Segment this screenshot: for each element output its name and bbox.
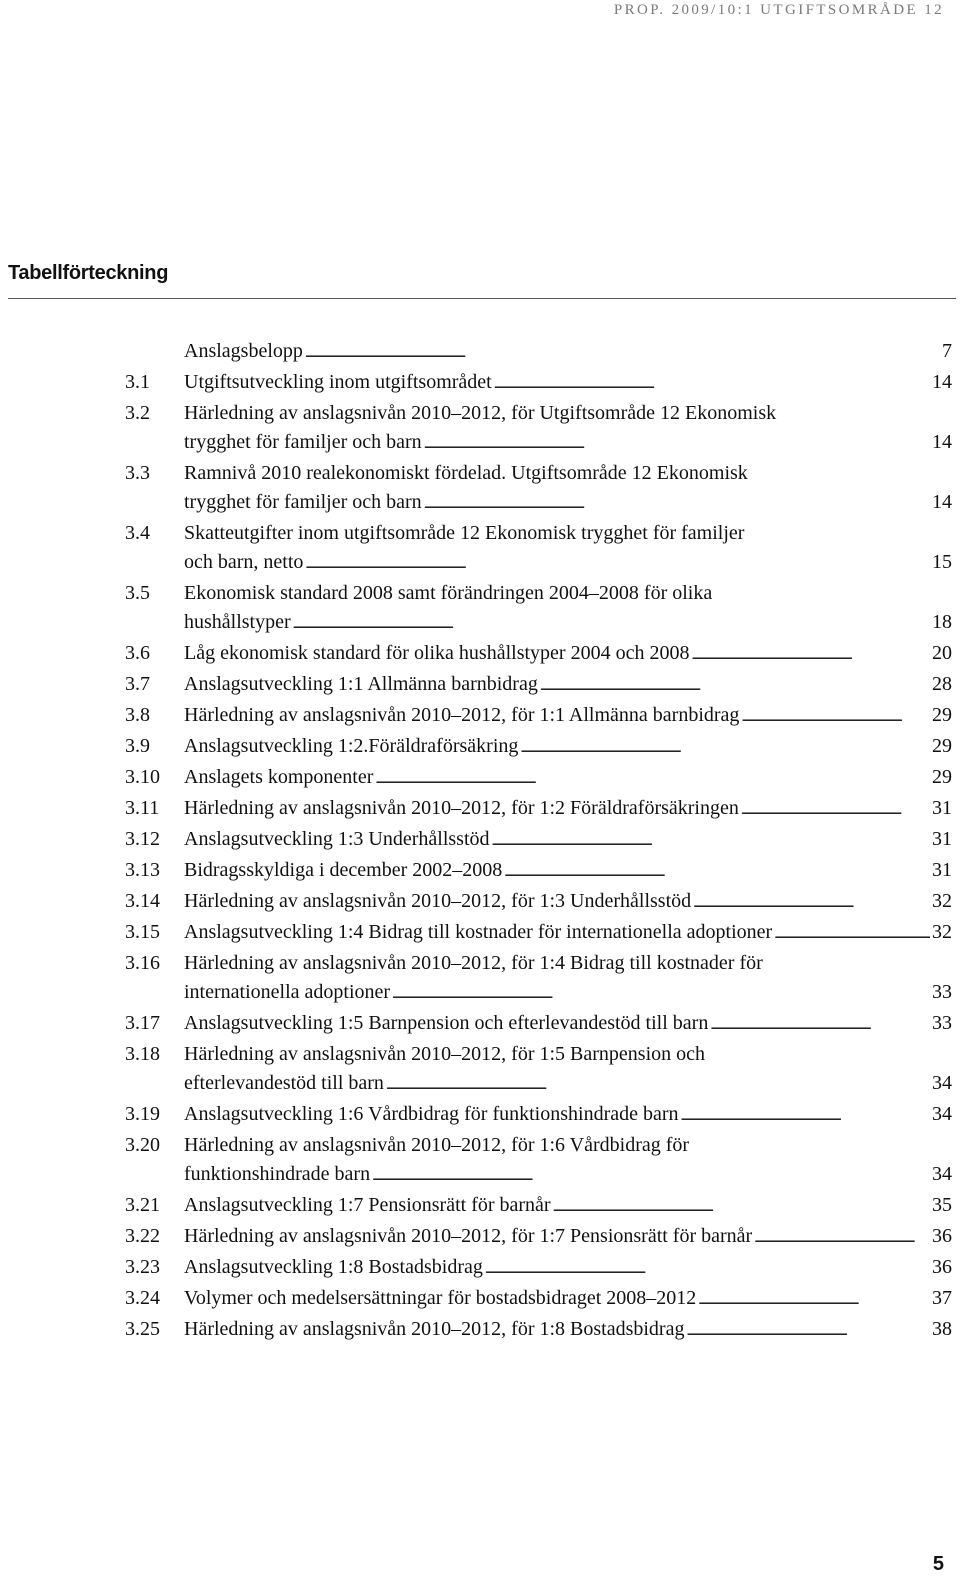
toc-entry-last-line xyxy=(184,701,952,732)
toc-entry-title-line: Härledning av anslagsnivån 2010–2012, för 1:7 Pensionsrätt för barnår xyxy=(184,1225,753,1247)
toc-entry-last-line xyxy=(184,548,952,579)
toc-entry-page: 14 xyxy=(932,491,952,513)
toc-entry-body xyxy=(184,1253,952,1284)
toc-entry-number: 3.19 xyxy=(125,1103,160,1125)
dot-leader xyxy=(424,428,930,459)
toc-entry-number: 3.18 xyxy=(125,1043,160,1065)
toc-entry-number: 3.7 xyxy=(125,673,150,695)
toc-entry-page: 14 xyxy=(932,431,952,453)
dot-leader xyxy=(504,856,930,887)
toc-entry-number: 3.9 xyxy=(125,735,150,757)
dot-leader xyxy=(485,1253,930,1284)
toc-entry-last-line xyxy=(184,918,952,949)
toc-entry-last-line xyxy=(184,1069,952,1100)
toc-entry-title-line: internationella adoptioner xyxy=(184,981,391,1003)
toc-entry-page: 20 xyxy=(932,642,952,664)
toc-entry-last-line xyxy=(184,794,952,825)
dot-leader xyxy=(305,548,930,579)
toc-entry-last-line xyxy=(184,1100,952,1131)
page-title: Tabellförteckning xyxy=(8,262,169,284)
toc-entry-number: 3.12 xyxy=(125,828,160,850)
dot-leader xyxy=(691,639,930,670)
toc-entry[interactable] xyxy=(125,1315,952,1346)
toc-entry-number: 3.11 xyxy=(125,797,160,819)
toc-entry[interactable] xyxy=(125,701,952,732)
toc-entry-body xyxy=(184,1315,952,1346)
toc-entry-last-line xyxy=(184,1191,952,1222)
dot-leader xyxy=(375,763,930,794)
toc-entry-number: 3.21 xyxy=(125,1194,160,1216)
dot-leader xyxy=(741,794,930,825)
toc-entry-last-line xyxy=(184,856,952,887)
toc-entry[interactable] xyxy=(125,1100,952,1131)
toc-entry-last-line xyxy=(184,1009,952,1040)
toc-entry-page: 32 xyxy=(932,890,952,912)
toc-entry-last-line xyxy=(184,428,952,459)
toc-entry-title-line: Anslagsutveckling 1:3 Underhållsstöd xyxy=(184,828,490,850)
toc-entry-title-line: Härledning av anslagsnivån 2010–2012, för Utgiftsområde 12 Ekonomisk xyxy=(184,402,777,424)
toc-entry-number: 3.15 xyxy=(125,921,160,943)
toc-entry-title-line: Bidragsskyldiga i december 2002–2008 xyxy=(184,859,503,881)
toc-entry-body xyxy=(184,519,952,579)
toc-entry-page: 14 xyxy=(932,371,952,393)
toc-entry-body xyxy=(184,949,952,1009)
toc-entry[interactable] xyxy=(125,1131,952,1191)
toc-entry-page: 33 xyxy=(932,981,952,1003)
toc-entry-last-line xyxy=(184,1222,952,1253)
dot-leader xyxy=(494,368,930,399)
toc-entry-title-line: Ekonomisk standard 2008 samt förändringen 2004–2008 för olika xyxy=(184,582,713,604)
toc-entry-title-line: Ramnivå 2010 realekonomiskt fördelad. Utgiftsområde 12 Ekonomisk xyxy=(184,462,748,484)
toc-entry-title-line: Anslagsutveckling 1:4 Bidrag till kostnader för internationella adoptioner xyxy=(184,921,773,943)
toc-entry-title-line: och barn, netto xyxy=(184,551,304,573)
dot-leader xyxy=(693,887,930,918)
toc-entry[interactable] xyxy=(125,579,952,639)
page-number: 5 xyxy=(932,1553,944,1575)
toc-entry[interactable] xyxy=(125,639,952,670)
toc-entry-title-line: Anslagsutveckling 1:1 Allmänna barnbidrag xyxy=(184,673,538,695)
toc-entry[interactable] xyxy=(125,1284,952,1315)
toc-entry-title-line: Anslagsutveckling 1:6 Vårdbidrag för funktionshindrade barn xyxy=(184,1103,679,1125)
toc-entry-title-line: Anslagsutveckling 1:2.Föräldraförsäkring xyxy=(184,735,519,757)
toc-entry-number: 3.17 xyxy=(125,1012,160,1034)
toc-entry-body xyxy=(184,1191,952,1222)
toc-entry-last-line xyxy=(184,978,952,1009)
toc-entry-last-line xyxy=(184,1253,952,1284)
toc-entry-number: 3.8 xyxy=(125,704,150,726)
toc-entry-number: 3.3 xyxy=(125,462,150,484)
toc-entry-last-line xyxy=(184,1160,952,1191)
dot-leader xyxy=(754,1222,930,1253)
running-head: PROP. 2009/10:1 UTGIFTSOMRÅDE 12 xyxy=(613,2,944,18)
toc-entry-page: 32 xyxy=(932,921,952,943)
toc-entry-last-line xyxy=(184,732,952,763)
toc-entry-body xyxy=(184,399,952,459)
toc-entry-title-line: Härledning av anslagsnivån 2010–2012, för 1:1 Allmänna barnbidrag xyxy=(184,704,740,726)
dot-leader xyxy=(392,978,930,1009)
toc-entry-last-line xyxy=(184,639,952,670)
toc-entry-body xyxy=(184,918,952,949)
dot-leader xyxy=(372,1160,930,1191)
toc-entry-title-line: Anslagsutveckling 1:5 Barnpension och efterlevandestöd till barn xyxy=(184,1012,709,1034)
dot-leader xyxy=(293,608,930,639)
toc-entry-body xyxy=(184,1131,952,1191)
toc-entry-number: 3.16 xyxy=(125,952,160,974)
toc-entry-page: 34 xyxy=(932,1072,952,1094)
dot-leader xyxy=(424,488,930,519)
toc-entry-title-line: Anslagets komponenter xyxy=(184,766,374,788)
toc-entry-title-line: Härledning av anslagsnivån 2010–2012, för 1:6 Vårdbidrag för xyxy=(184,1134,690,1156)
toc-entry-number: 3.1 xyxy=(125,371,150,393)
dot-leader xyxy=(540,670,930,701)
toc-entry[interactable] xyxy=(125,399,952,459)
dot-leader xyxy=(741,701,930,732)
toc-entry-page: 29 xyxy=(932,766,952,788)
toc-entry-title-line: Anslagsutveckling 1:8 Bostadsbidrag xyxy=(184,1256,483,1278)
toc-entry[interactable] xyxy=(125,887,952,918)
dot-leader xyxy=(492,825,930,856)
toc-entry-body xyxy=(184,856,952,887)
toc-entry[interactable] xyxy=(125,732,952,763)
toc-entry-last-line xyxy=(184,1315,952,1346)
toc-entry-title-line: Härledning av anslagsnivån 2010–2012, för 1:3 Underhållsstöd xyxy=(184,890,692,912)
toc-entry-number: 3.24 xyxy=(125,1287,160,1309)
toc-entry[interactable] xyxy=(125,670,952,701)
toc-entry-body xyxy=(184,701,952,732)
toc-entry[interactable] xyxy=(125,856,952,887)
toc-entry-title-line: hushållstyper xyxy=(184,611,291,633)
toc-entry-number: 3.20 xyxy=(125,1134,160,1156)
toc-entry[interactable] xyxy=(125,918,952,949)
toc-entry-body xyxy=(184,825,952,856)
toc-entry[interactable] xyxy=(125,459,952,519)
toc-entry-last-line xyxy=(184,763,952,794)
dot-leader xyxy=(698,1284,930,1315)
toc-entry-number: 3.2 xyxy=(125,402,150,424)
toc-entry-body xyxy=(184,1100,952,1131)
toc-entry-page: 7 xyxy=(942,340,952,362)
toc-entry-body xyxy=(184,794,952,825)
toc-entry-page: 28 xyxy=(932,673,952,695)
toc-entry-title-line: Skatteutgifter inom utgiftsområde 12 Ekonomisk trygghet för familjer xyxy=(184,522,745,544)
toc-entry-title-line: trygghet för familjer och barn xyxy=(184,491,422,513)
dot-leader xyxy=(686,1315,930,1346)
toc-entry-last-line xyxy=(184,337,952,368)
toc-entry-page: 36 xyxy=(932,1225,952,1247)
toc-entry-title-line: Härledning av anslagsnivån 2010–2012, för 1:8 Bostadsbidrag xyxy=(184,1318,685,1340)
toc-entry-title-line: Låg ekonomisk standard för olika hushållstyper 2004 och 2008 xyxy=(184,642,690,664)
toc-entry[interactable] xyxy=(125,1009,952,1040)
toc-entry-last-line xyxy=(184,608,952,639)
toc-entry-page: 31 xyxy=(932,859,952,881)
toc-entry[interactable] xyxy=(125,794,952,825)
toc-entry-body xyxy=(184,368,952,399)
dot-leader xyxy=(305,337,940,368)
toc-entry-body xyxy=(184,887,952,918)
toc-entry-page: 35 xyxy=(932,1194,952,1216)
heading-rule xyxy=(8,298,956,299)
toc-entry-page: 37 xyxy=(932,1287,952,1309)
toc-entry[interactable] xyxy=(125,1040,952,1100)
toc-entry-body xyxy=(184,639,952,670)
toc-entry-page: 29 xyxy=(932,735,952,757)
toc-entry-number: 3.23 xyxy=(125,1256,160,1278)
toc-entry-body xyxy=(184,459,952,519)
toc-entry-body xyxy=(184,579,952,639)
toc-entry-body xyxy=(184,337,952,368)
toc-entry-page: 34 xyxy=(932,1103,952,1125)
toc-entry-body xyxy=(184,1040,952,1100)
toc-entry-body xyxy=(184,1222,952,1253)
toc-entry-title-line: Härledning av anslagsnivån 2010–2012, för 1:2 Föräldraförsäkringen xyxy=(184,797,739,819)
toc-entry-body xyxy=(184,763,952,794)
toc-entry-page: 31 xyxy=(932,797,952,819)
toc-entry-title-line: Härledning av anslagsnivån 2010–2012, för 1:4 Bidrag till kostnader för xyxy=(184,952,763,974)
toc-entry-title-line: Utgiftsutveckling inom utgiftsområdet xyxy=(184,371,492,393)
dot-leader xyxy=(710,1009,930,1040)
toc-entry-body xyxy=(184,1009,952,1040)
toc-entry-number: 3.25 xyxy=(125,1318,160,1340)
toc-entry-title-line: Anslagsbelopp xyxy=(184,340,303,362)
toc-entry-title-line: Volymer och medelsersättningar för bostadsbidraget 2008–2012 xyxy=(184,1287,697,1309)
toc-entry-title-line: Anslagsutveckling 1:7 Pensionsrätt för barnår xyxy=(184,1194,551,1216)
dot-leader xyxy=(386,1069,930,1100)
toc-entry-last-line xyxy=(184,368,952,399)
toc-entry-body xyxy=(184,1284,952,1315)
toc-entry-body xyxy=(184,732,952,763)
toc-entry-title-line: Härledning av anslagsnivån 2010–2012, för 1:5 Barnpension och xyxy=(184,1043,706,1065)
toc-entry-page: 29 xyxy=(932,704,952,726)
toc-entry-page: 34 xyxy=(932,1163,952,1185)
toc-entry-last-line xyxy=(184,670,952,701)
dot-leader xyxy=(681,1100,930,1131)
toc-entry-title-line: funktionshindrade barn xyxy=(184,1163,371,1185)
toc-entry-last-line xyxy=(184,825,952,856)
toc-entry[interactable] xyxy=(125,1253,952,1284)
toc-entry-page: 38 xyxy=(932,1318,952,1340)
toc-entry[interactable] xyxy=(125,519,952,579)
toc-entry-page: 33 xyxy=(932,1012,952,1034)
dot-leader xyxy=(520,732,930,763)
toc-entry-number: 3.6 xyxy=(125,642,150,664)
toc-entry-page: 18 xyxy=(932,611,952,633)
toc-entry-last-line xyxy=(184,488,952,519)
dot-leader xyxy=(553,1191,930,1222)
toc-entry-number: 3.10 xyxy=(125,766,160,788)
toc-entry[interactable] xyxy=(125,825,952,856)
toc-entry-number: 3.5 xyxy=(125,582,150,604)
toc-entry-last-line xyxy=(184,1284,952,1315)
dot-leader xyxy=(774,918,930,949)
toc-entry-page: 36 xyxy=(932,1256,952,1278)
toc-entry[interactable] xyxy=(125,368,952,399)
toc-entry-page: 31 xyxy=(932,828,952,850)
toc-entry-last-line xyxy=(184,887,952,918)
toc-entry-number: 3.13 xyxy=(125,859,160,881)
toc-entry-number: 3.14 xyxy=(125,890,160,912)
table-of-tables xyxy=(125,337,952,1346)
toc-entry[interactable] xyxy=(125,763,952,794)
toc-entry[interactable] xyxy=(125,949,952,1009)
toc-entry-body xyxy=(184,670,952,701)
toc-entry-number: 3.4 xyxy=(125,522,150,544)
toc-entry-title-line: trygghet för familjer och barn xyxy=(184,431,422,453)
toc-entry-title-line: efterlevandestöd till barn xyxy=(184,1072,384,1094)
toc-entry-number: 3.22 xyxy=(125,1225,160,1247)
toc-entry[interactable] xyxy=(125,1191,952,1222)
toc-entry[interactable] xyxy=(125,337,952,368)
toc-entry-page: 15 xyxy=(932,551,952,573)
toc-entry[interactable] xyxy=(125,1222,952,1253)
